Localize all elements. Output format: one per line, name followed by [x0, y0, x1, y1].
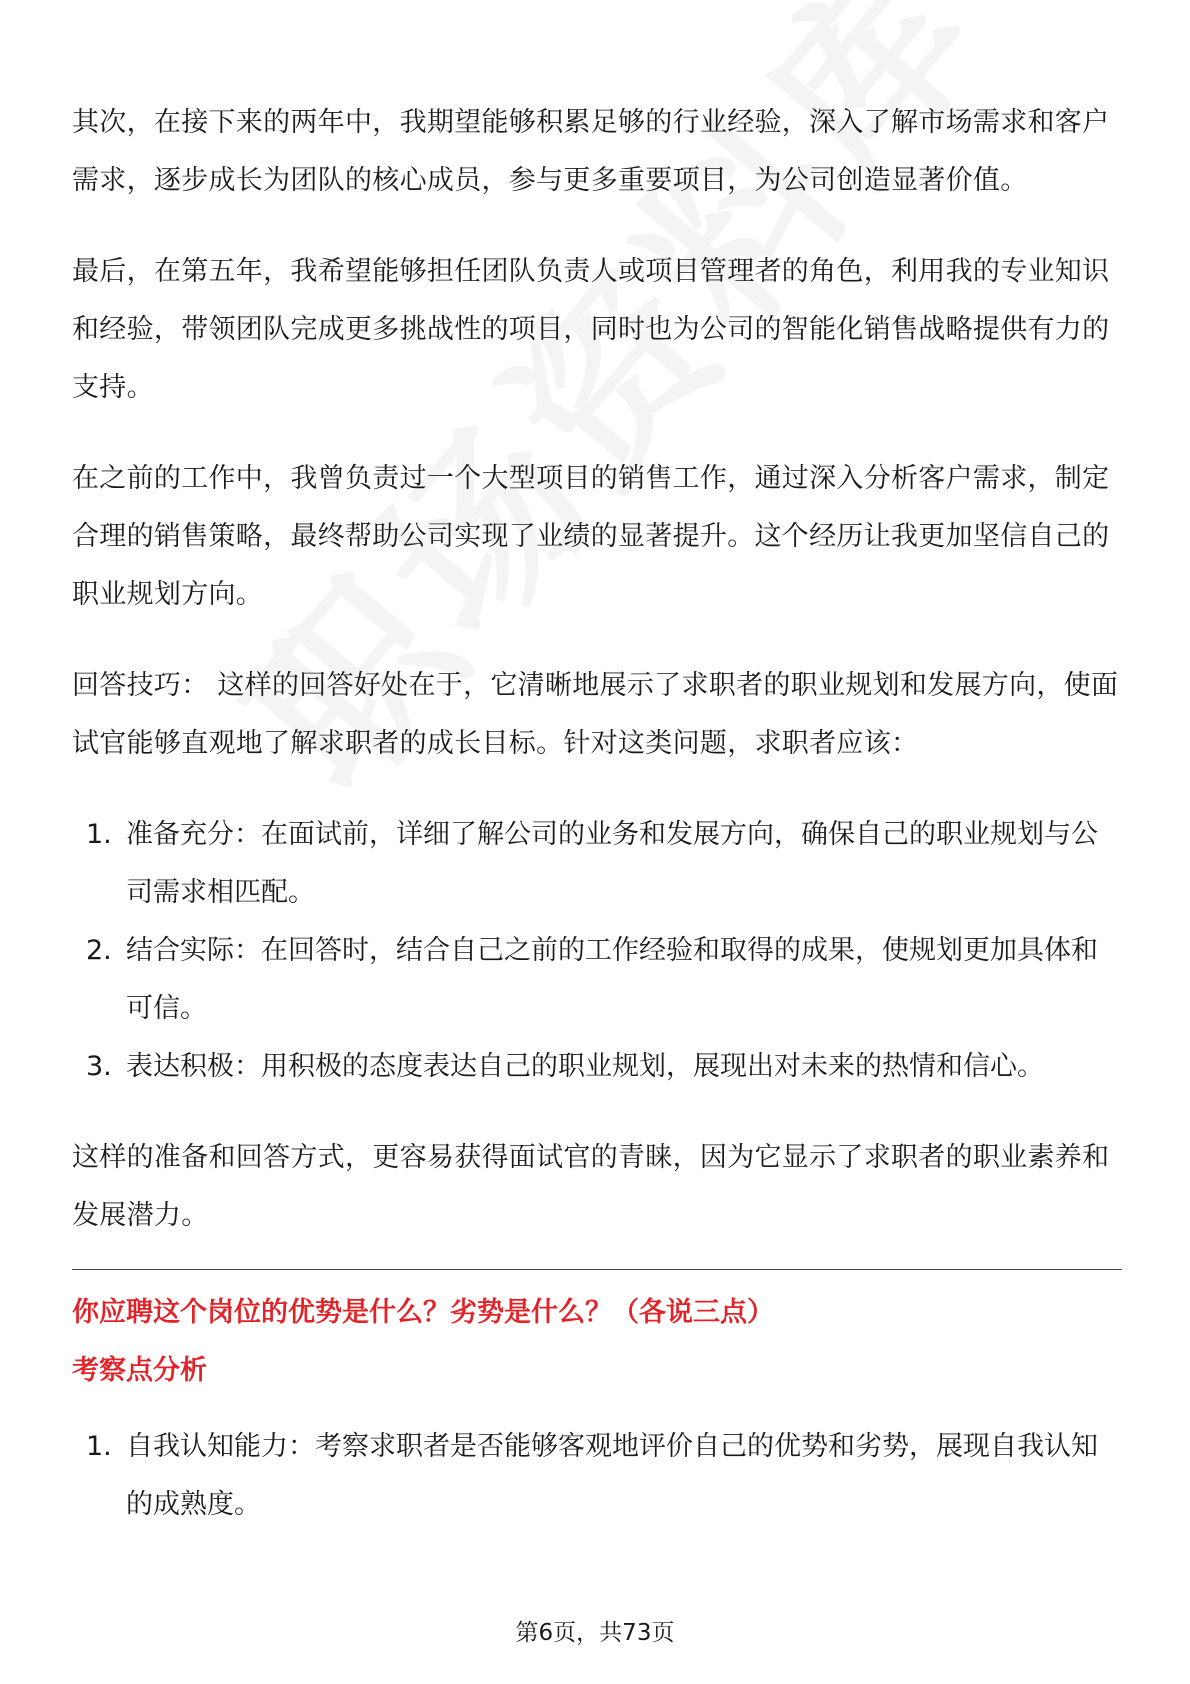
list-item-number: 1. — [86, 1431, 112, 1462]
paragraph-plan-two-years: 其次，在接下来的两年中，我期望能够积累足够的行业经验，深入了解市场需求和客户需求，逐步成长为团队的核心成员，参与更多重要项目，为公司创造显著价值。 — [72, 107, 1110, 196]
analysis-heading: 考察点分析 — [72, 1355, 207, 1386]
paragraph-closing: 这样的准备和回答方式，更容易获得面试官的青睐，因为它显示了求职者的职业素养和发展潜力。 — [72, 1142, 1110, 1231]
list-item-text: 准备充分：在面试前，详细了解公司的业务和发展方向，确保自己的职业规划与公司需求相匹配。 — [126, 819, 1098, 908]
list-item — [72, 922, 1122, 1038]
list-item-text: 结合实际：在回答时，结合自己之前的工作经验和取得的成果，使规划更加具体和可信。 — [126, 935, 1098, 1024]
question-title: 你应聘这个岗位的优势是什么？劣势是什么？（各说三点） — [72, 1297, 774, 1328]
list-item-text: 表达积极：用积极的态度表达自己的职业规划，展现出对未来的热情和信心。 — [126, 1051, 1044, 1082]
list-item-text: 自我认知能力：考察求职者是否能够客观地评价自己的优势和劣势，展现自我认知的成熟度。 — [126, 1431, 1098, 1520]
list-item — [72, 1038, 1122, 1096]
section-divider — [72, 1269, 1122, 1270]
paragraph-plan-fifth-year: 最后，在第五年，我希望能够担任团队负责人或项目管理者的角色，利用我的专业知识和经验，带领团队完成更多挑战性的项目，同时也为公司的智能化销售战略提供有力的支持。 — [72, 256, 1110, 403]
list-item-number: 3. — [86, 1051, 112, 1082]
paragraph-answer-tips: 回答技巧： 这样的回答好处在于，它清晰地展示了求职者的职业规划和发展方向，使面试官能够直观地了解求职者的成长目标。针对这类问题，求职者应该： — [72, 670, 1119, 759]
document-body — [72, 94, 1122, 1567]
list-item — [72, 806, 1122, 922]
list-item-number: 1. — [86, 819, 112, 850]
page-number-footer: 第6页，共73页 — [515, 1620, 675, 1646]
analysis-list — [72, 1418, 1122, 1534]
list-item-number: 2. — [86, 935, 112, 966]
list-item — [72, 1418, 1122, 1534]
tips-list — [72, 806, 1122, 1096]
paragraph-past-experience: 在之前的工作中，我曾负责过一个大型项目的销售工作，通过深入分析客户需求，制定合理的销售策略，最终帮助公司实现了业绩的显著提升。这个经历让我更加坚信自己的职业规划方向。 — [72, 463, 1110, 610]
